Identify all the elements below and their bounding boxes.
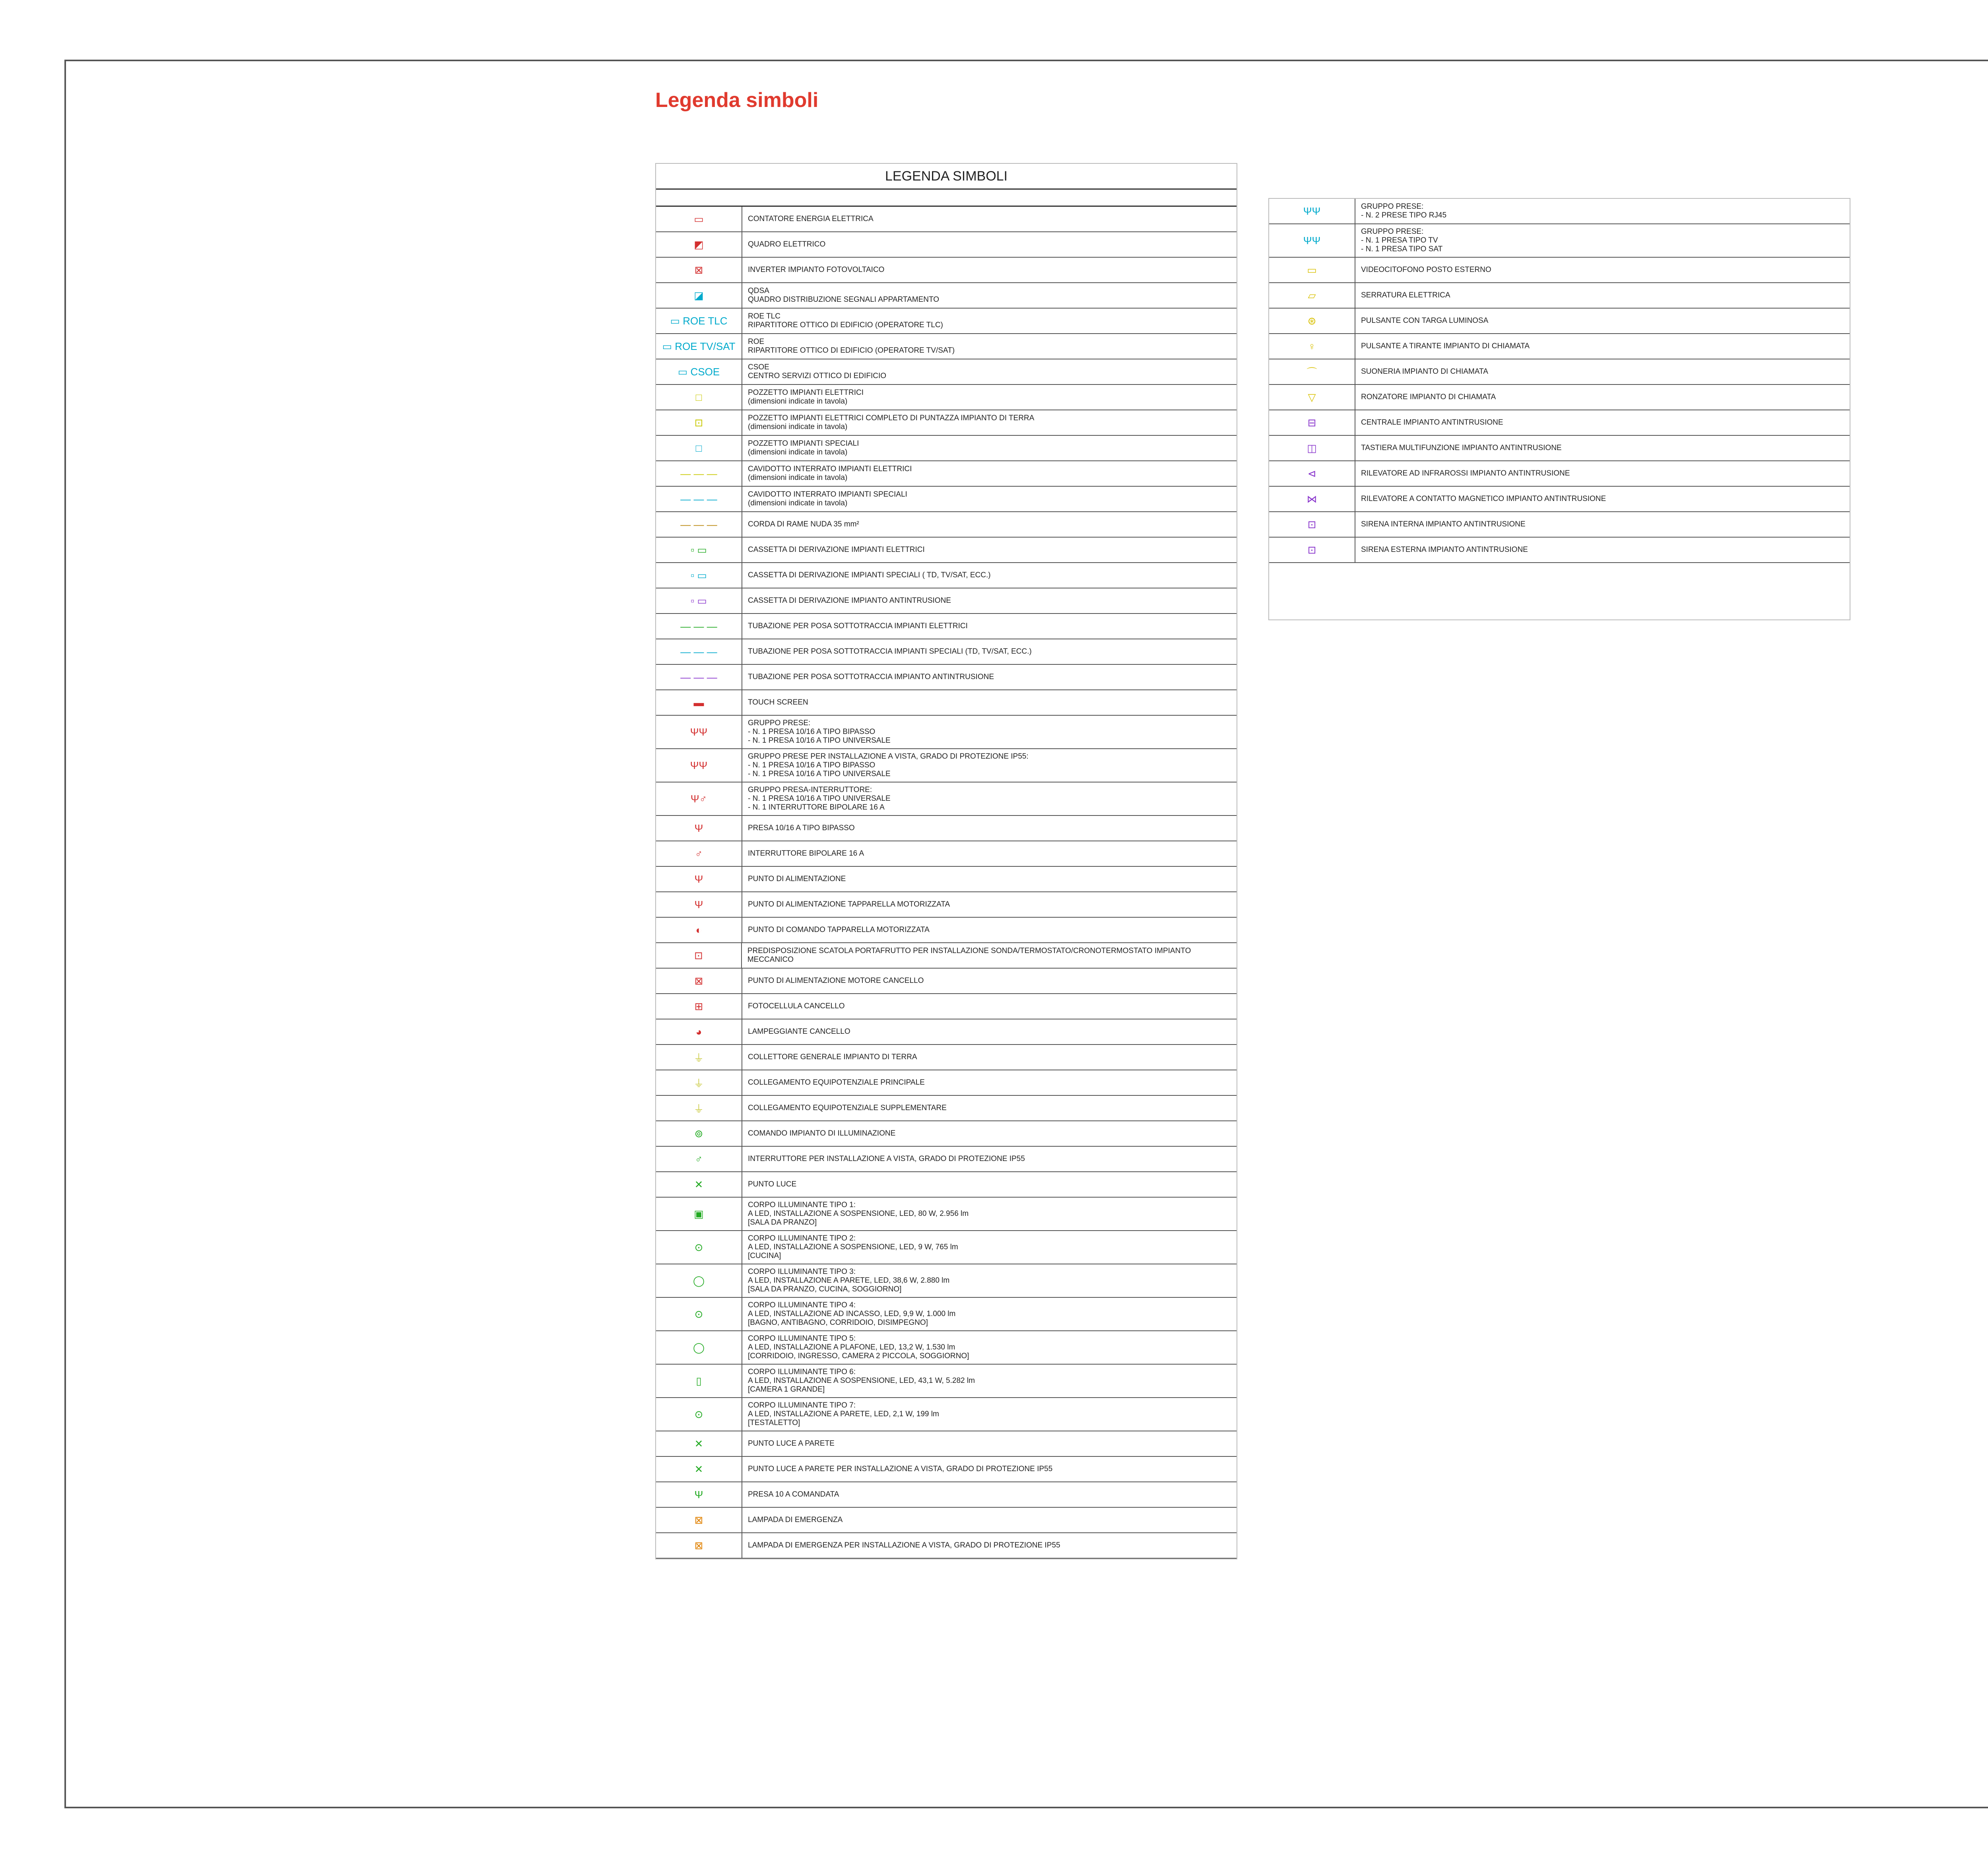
legend-row <box>656 487 1237 512</box>
legend-description: COLLETTORE GENERALE IMPIANTO DI TERRA <box>748 1053 917 1061</box>
legend-row <box>656 1508 1237 1533</box>
legend-description: GRUPPO PRESA-INTERRUTTORE: - N. 1 PRESA 10/16 A TIPO UNIVERSALE - N. 1 INTERRUTTORE BIPOLARE 16 A <box>748 786 891 812</box>
legend-symbol-icon: ♂ <box>656 1147 742 1171</box>
legend-symbol-icon: ♀ <box>1269 334 1355 359</box>
legend-symbol-icon: ▽ <box>1269 385 1355 410</box>
legend-row <box>656 309 1237 334</box>
legend-symbol-icon: ⌒ <box>1269 359 1355 384</box>
legend-row <box>656 841 1237 867</box>
legend-description: INVERTER IMPIANTO FOTOVOLTAICO <box>748 266 885 274</box>
legend-description: POZZETTO IMPIANTI ELETTRICI COMPLETO DI PUNTAZZA IMPIANTO DI TERRA (dimensioni indicate in tavola) <box>748 414 1035 431</box>
legend-description: QDSA QUADRO DISTRIBUZIONE SEGNALI APPARTAMENTO <box>748 287 940 304</box>
legend-row <box>1269 512 1850 538</box>
legend-description: CASSETTA DI DERIVAZIONE IMPIANTI SPECIALI ( TD, TV/SAT, ECC.) <box>748 571 991 579</box>
legend-symbol-icon: ⊠ <box>656 1533 742 1558</box>
legend-description: RONZATORE IMPIANTO DI CHIAMATA <box>1361 393 1496 401</box>
legend-symbol-icon: ⊲ <box>1269 461 1355 486</box>
legend-description: SIRENA INTERNA IMPIANTO ANTINTRUSIONE <box>1361 520 1526 528</box>
legend-symbol-icon: ▫ ▭ <box>656 588 742 613</box>
legend-symbol-icon: ⊙ <box>656 1231 742 1264</box>
legend-symbol-icon: ⊡ <box>656 410 742 435</box>
legend-description: SUONERIA IMPIANTO DI CHIAMATA <box>1361 367 1488 376</box>
legend-symbol-icon: ⊡ <box>1269 512 1355 537</box>
legend-symbol-icon: ⊠ <box>656 1508 742 1532</box>
legend-symbol-icon: ⊙ <box>656 1398 742 1431</box>
legend-description: PRESA 10 A COMANDATA <box>748 1490 839 1499</box>
legend-row <box>656 1398 1237 1431</box>
legend-description: TUBAZIONE PER POSA SOTTOTRACCIA IMPIANTI SPECIALI (TD, TV/SAT, ECC.) <box>748 647 1032 656</box>
legend-row <box>656 512 1237 538</box>
legend-row <box>656 1231 1237 1264</box>
legend-description: PUNTO LUCE A PARETE PER INSTALLAZIONE A VISTA, GRADO DI PROTEZIONE IP55 <box>748 1465 1053 1473</box>
legend-description: SERRATURA ELETTRICA <box>1361 291 1450 299</box>
legend-symbol-icon: ◐ <box>656 918 742 942</box>
legend-description: CORPO ILLUMINANTE TIPO 5: A LED, INSTALLAZIONE A PLAFONE, LED, 13,2 W, 1.530 lm [CORRIDOIO, INGRESSO, CAMERA 2 PICCOLA, SOGGIORNO] <box>748 1334 969 1360</box>
legend-row <box>656 1147 1237 1172</box>
legend-row <box>1269 436 1850 461</box>
legend-description: CORPO ILLUMINANTE TIPO 1: A LED, INSTALLAZIONE A SOSPENSIONE, LED, 80 W, 2.956 lm [SALA DA PRANZO] <box>748 1201 969 1227</box>
legend-description: COMANDO IMPIANTO DI ILLUMINAZIONE <box>748 1129 896 1138</box>
legend-row <box>656 1331 1237 1365</box>
legend-description: PULSANTE A TIRANTE IMPIANTO DI CHIAMATA <box>1361 342 1530 350</box>
legend-symbol-icon: ▭ ROE TLC <box>656 309 742 333</box>
legend-row <box>656 1264 1237 1298</box>
legend-table-main <box>655 163 1237 1559</box>
legend-row <box>656 1365 1237 1398</box>
legend-symbol-icon: ▫ ▭ <box>656 538 742 562</box>
legend-description: CORPO ILLUMINANTE TIPO 6: A LED, INSTALLAZIONE A SOSPENSIONE, LED, 43,1 W, 5.282 lm [CAMERA 1 GRANDE] <box>748 1368 975 1394</box>
legend-symbol-icon: Ψ♂ <box>656 782 742 815</box>
legend-symbol-icon: ✕ <box>656 1457 742 1481</box>
legend-row <box>656 563 1237 588</box>
legend-description: CONTATORE ENERGIA ELETTRICA <box>748 215 874 223</box>
legend-description: SIRENA ESTERNA IMPIANTO ANTINTRUSIONE <box>1361 546 1528 554</box>
legend-symbol-icon: ⊚ <box>656 1121 742 1146</box>
legend-symbol-icon: ΨΨ <box>656 749 742 782</box>
legend-description: RILEVATORE AD INFRAROSSI IMPIANTO ANTINTRUSIONE <box>1361 469 1570 478</box>
legend-description: COLLEGAMENTO EQUIPOTENZIALE SUPPLEMENTARE <box>748 1104 947 1112</box>
legend-description: VIDEOCITOFONO POSTO ESTERNO <box>1361 266 1491 274</box>
legend-symbol-icon: ΨΨ <box>1269 224 1355 257</box>
legend-description: CASSETTA DI DERIVAZIONE IMPIANTI ELETTRICI <box>748 546 925 554</box>
legend-table-title: LEGENDA SIMBOLI <box>656 164 1237 190</box>
legend-symbol-icon: ▭ <box>656 207 742 231</box>
legend-row <box>1269 538 1850 563</box>
legend-row <box>656 1019 1237 1045</box>
legend-description: ROE RIPARTITORE OTTICO DI EDIFICIO (OPERATORE TV/SAT) <box>748 338 955 355</box>
legend-row <box>656 918 1237 943</box>
legend-symbol-icon: ⊙ <box>656 1298 742 1330</box>
legend-row <box>656 538 1237 563</box>
legend-row <box>656 283 1237 309</box>
legend-symbol-icon: ⊠ <box>656 969 742 993</box>
legend-description: CORPO ILLUMINANTE TIPO 4: A LED, INSTALLAZIONE AD INCASSO, LED, 9,9 W, 1.000 lm [BAGNO, ANTIBAGNO, CORRIDOIO, DISIMPEGNO] <box>748 1301 956 1327</box>
legend-symbol-icon: ΨΨ <box>656 716 742 748</box>
legend-row <box>1269 487 1850 512</box>
legend-row <box>656 207 1237 232</box>
legend-symbol-icon: Ψ <box>656 816 742 841</box>
legend-description: PUNTO LUCE <box>748 1180 797 1188</box>
legend-description: CASSETTA DI DERIVAZIONE IMPIANTO ANTINTRUSIONE <box>748 596 951 605</box>
legend-symbol-icon: ▣ <box>656 1198 742 1230</box>
legend-symbol-icon: ▫ ▭ <box>656 563 742 588</box>
legend-row <box>656 436 1237 461</box>
legend-symbol-icon: ◯ <box>656 1264 742 1297</box>
legend-row <box>656 614 1237 639</box>
legend-description: CAVIDOTTO INTERRATO IMPIANTI ELETTRICI (dimensioni indicate in tavola) <box>748 465 912 482</box>
legend-row <box>1269 309 1850 334</box>
legend-description: POZZETTO IMPIANTI ELETTRICI (dimensioni indicate in tavola) <box>748 388 864 406</box>
legend-description: GRUPPO PRESE: - N. 1 PRESA TIPO TV - N. 1 PRESA TIPO SAT <box>1361 227 1443 253</box>
legend-row <box>1269 199 1850 224</box>
legend-description: TASTIERA MULTIFUNZIONE IMPIANTO ANTINTRUSIONE <box>1361 444 1562 452</box>
legend-description: FOTOCELLULA CANCELLO <box>748 1002 845 1010</box>
legend-description: PUNTO DI ALIMENTAZIONE <box>748 875 846 883</box>
legend-row <box>656 232 1237 258</box>
legend-symbol-icon: ΨΨ <box>1269 199 1355 223</box>
legend-description: PUNTO DI ALIMENTAZIONE TAPPARELLA MOTORIZZATA <box>748 900 950 909</box>
legend-row <box>1269 461 1850 487</box>
legend-row <box>656 1121 1237 1147</box>
legend-symbol-icon: Ψ <box>656 867 742 891</box>
legend-row <box>1269 258 1850 283</box>
legend-description: PREDISPOSIZIONE SCATOLA PORTAFRUTTO PER INSTALLAZIONE SONDA/TERMOSTATO/CRONOTERMOSTATO IMPIANTO MECCANICO <box>747 947 1191 964</box>
legend-symbol-icon: ◩ <box>656 232 742 257</box>
legend-description: CORDA DI RAME NUDA 35 mm² <box>748 520 859 528</box>
legend-description: CORPO ILLUMINANTE TIPO 7: A LED, INSTALLAZIONE A PARETE, LED, 2,1 W, 199 lm [TESTALETTO] <box>748 1401 939 1427</box>
legend-symbol-icon: ♂ <box>656 841 742 866</box>
legend-row <box>656 969 1237 994</box>
legend-symbol-icon: — — — <box>656 512 742 537</box>
legend-symbol-icon: ✕ <box>656 1431 742 1456</box>
legend-symbol-icon: ◪ <box>656 283 742 308</box>
legend-symbol-icon: — — — <box>656 665 742 689</box>
legend-row <box>656 994 1237 1019</box>
legend-row <box>656 665 1237 690</box>
legend-description: CENTRALE IMPIANTO ANTINTRUSIONE <box>1361 418 1503 427</box>
legend-symbol-icon: ⊞ <box>656 994 742 1019</box>
legend-symbol-icon: — — — <box>656 639 742 664</box>
legend-row <box>656 943 1237 969</box>
legend-table-secondary <box>1268 198 1850 620</box>
page-title: Legenda simboli <box>655 89 819 112</box>
legend-row <box>656 385 1237 410</box>
legend-row <box>656 334 1237 359</box>
legend-row <box>656 588 1237 614</box>
legend-row <box>656 639 1237 665</box>
legend-description: GRUPPO PRESE: - N. 2 PRESE TIPO RJ45 <box>1361 202 1447 219</box>
legend-row <box>656 690 1237 716</box>
legend-row <box>656 1298 1237 1331</box>
legend-row <box>1269 410 1850 436</box>
legend-row <box>656 359 1237 385</box>
legend-row <box>656 1096 1237 1121</box>
legend-row <box>656 1457 1237 1482</box>
legend-description: CAVIDOTTO INTERRATO IMPIANTI SPECIALI (dimensioni indicate in tavola) <box>748 490 907 507</box>
legend-row <box>656 716 1237 749</box>
legend-row <box>1269 359 1850 385</box>
legend-row <box>1269 385 1850 410</box>
legend-symbol-icon: Ψ <box>656 892 742 917</box>
legend-symbol-icon: ▭ ROE TV/SAT <box>656 334 742 359</box>
legend-description: TUBAZIONE PER POSA SOTTOTRACCIA IMPIANTI ELETTRICI <box>748 622 968 630</box>
legend-symbol-icon: ◕ <box>656 1019 742 1044</box>
legend-description: CORPO ILLUMINANTE TIPO 2: A LED, INSTALLAZIONE A SOSPENSIONE, LED, 9 W, 765 lm [CUCINA] <box>748 1234 958 1260</box>
legend-symbol-icon: — — — <box>656 614 742 639</box>
legend-row <box>656 782 1237 816</box>
legend-symbol-icon: □ <box>656 385 742 410</box>
legend-row <box>656 1482 1237 1508</box>
legend-symbol-icon: ▭ CSOE <box>656 359 742 384</box>
legend-description: PUNTO DI ALIMENTAZIONE MOTORE CANCELLO <box>748 977 924 985</box>
legend-row <box>656 1431 1237 1457</box>
legend-row <box>656 1198 1237 1231</box>
legend-symbol-icon: ⏚ <box>656 1045 742 1070</box>
legend-row <box>656 461 1237 487</box>
legend-description: POZZETTO IMPIANTI SPECIALI (dimensioni indicate in tavola) <box>748 439 859 456</box>
legend-symbol-icon: ◫ <box>1269 436 1355 460</box>
legend-description: PUNTO LUCE A PARETE <box>748 1439 835 1448</box>
legend-row <box>1269 224 1850 258</box>
legend-description: TUBAZIONE PER POSA SOTTOTRACCIA IMPIANTO ANTINTRUSIONE <box>748 673 994 681</box>
legend-description: PUNTO DI COMANDO TAPPARELLA MOTORIZZATA <box>748 926 930 934</box>
legend-symbol-icon: ▬ <box>656 690 742 715</box>
legend-symbol-icon: ⊡ <box>1269 538 1355 562</box>
legend-description: PULSANTE CON TARGA LUMINOSA <box>1361 316 1489 325</box>
legend-description: RILEVATORE A CONTATTO MAGNETICO IMPIANTO ANTINTRUSIONE <box>1361 495 1606 503</box>
legend-symbol-icon: ⊡ <box>656 943 742 968</box>
legend-description: CSOE CENTRO SERVIZI OTTICO DI EDIFICIO <box>748 363 887 380</box>
legend-description: ROE TLC RIPARTITORE OTTICO DI EDIFICIO (OPERATORE TLC) <box>748 312 943 329</box>
legend-description: LAMPADA DI EMERGENZA PER INSTALLAZIONE A VISTA, GRADO DI PROTEZIONE IP55 <box>748 1541 1060 1549</box>
legend-description: QUADRO ELETTRICO <box>748 240 826 249</box>
legend-symbol-icon: ◯ <box>656 1331 742 1364</box>
legend-row <box>1269 334 1850 359</box>
legend-row <box>656 258 1237 283</box>
legend-row <box>656 1045 1237 1070</box>
legend-description: COLLEGAMENTO EQUIPOTENZIALE PRINCIPALE <box>748 1078 925 1087</box>
legend-description: LAMPEGGIANTE CANCELLO <box>748 1027 850 1036</box>
legend-description: INTERRUTTORE BIPOLARE 16 A <box>748 849 864 858</box>
legend-symbol-icon: ⊟ <box>1269 410 1355 435</box>
legend-description: INTERRUTTORE PER INSTALLAZIONE A VISTA, GRADO DI PROTEZIONE IP55 <box>748 1155 1025 1163</box>
legend-symbol-icon: ⋈ <box>1269 487 1355 511</box>
legend-symbol-icon: ▱ <box>1269 283 1355 308</box>
legend-symbol-icon: ✕ <box>656 1172 742 1197</box>
legend-symbol-icon: Ψ <box>656 1482 742 1507</box>
legend-description: GRUPPO PRESE PER INSTALLAZIONE A VISTA, GRADO DI PROTEZIONE IP55: - N. 1 PRESA 10/16 A TIPO BIPASSO - N. 1 PRESA 10/16 A TIPO UNIVERSALE <box>748 752 1029 778</box>
legend-row <box>656 1070 1237 1096</box>
legend-symbol-icon: ⊛ <box>1269 309 1355 333</box>
legend-row <box>656 892 1237 918</box>
legend-row <box>656 1533 1237 1559</box>
legend-row <box>656 867 1237 892</box>
legend-symbol-icon: — — — <box>656 487 742 511</box>
legend-description: PRESA 10/16 A TIPO BIPASSO <box>748 824 855 832</box>
legend-row <box>656 410 1237 436</box>
legend-symbol-icon: ▯ <box>656 1365 742 1397</box>
legend-symbol-icon: — — — <box>656 461 742 486</box>
legend-row <box>656 749 1237 782</box>
legend-row <box>656 816 1237 841</box>
legend-symbol-icon: ⏚ <box>656 1096 742 1120</box>
legend-symbol-icon: □ <box>656 436 742 460</box>
legend-row <box>1269 283 1850 309</box>
legend-description: GRUPPO PRESE: - N. 1 PRESA 10/16 A TIPO BIPASSO - N. 1 PRESA 10/16 A TIPO UNIVERSALE <box>748 719 891 745</box>
legend-description: CORPO ILLUMINANTE TIPO 3: A LED, INSTALLAZIONE A PARETE, LED, 38,6 W, 2.880 lm [SALA DA PRANZO, CUCINA, SOGGIORNO] <box>748 1268 950 1293</box>
legend-symbol-icon: ▭ <box>1269 258 1355 282</box>
legend-row <box>656 1172 1237 1198</box>
legend-symbol-icon: ⏚ <box>656 1070 742 1095</box>
legend-description: LAMPADA DI EMERGENZA <box>748 1516 843 1524</box>
legend-symbol-icon: ⊠ <box>656 258 742 282</box>
legend-description: TOUCH SCREEN <box>748 698 808 707</box>
